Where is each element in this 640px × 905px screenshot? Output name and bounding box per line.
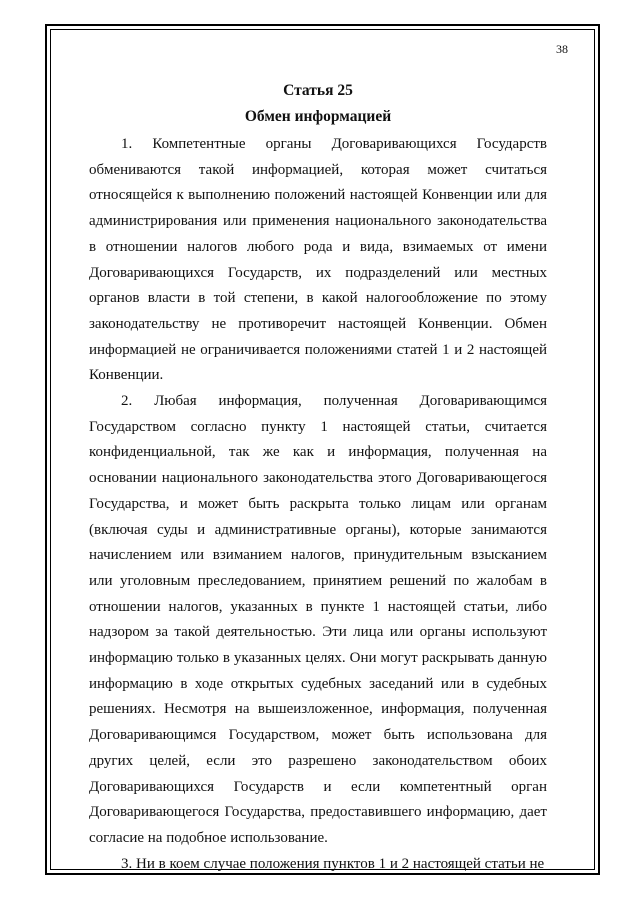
paragraph-1: 1. Компетентные органы Договаривающихся Государств обмениваются такой информацией, которая может считаться относящейся к выполнению положений настоящей Конвенции или для администрирования или применения национального законодательства в отношении налогов любого рода и вида, взимаемых от имени Договаривающихся Государств, их подразделений или местных органов власти в той степени, в какой налогообложение по этому законодательству не противоречит настоящей Конвенции. Обмен информацией не ограничивается положениями статей 1 и 2 настоящей Конвенции. xyxy=(89,136,547,384)
article-subtitle: Обмен информацией xyxy=(244,108,392,125)
paragraph-3: 3. Ни в коем случае положения пунктов 1 и 2 настоящей статьи не xyxy=(121,855,545,872)
document-body xyxy=(89,78,547,877)
paragraph-2: 2. Любая информация, полученная Договаривающимся Государством согласно пункту 1 настоящей статьи, считается конфиденциальной, так же как и информация, полученная на основании национального законодательства этого Договаривающегося Государства, и может быть раскрыта только лицам или органам (включая суды и административные органы), которые занимаются начислением или взиманием налогов, принудительным взысканием или уголовным преследованием, принятием решений по жалобам в отношении налогов, указанных в пункте 1 настоящей статьи, либо надзором за такой деятельностью. Эти лица или органы используют информацию только в указанных целях. Они могут раскрывать данную информацию в ходе открытых судебных заседаний или в судебных решениях. Несмотря на вышеизложенное, информация, полученная Договаривающимся Государством, может быть использована для других целей, если это разрешено законодательством обоих Договаривающихся Государств и если компетентный орган Договаривающегося Государства, предоставившего информацию, дает согласие на подобное использование. xyxy=(89,393,547,846)
page-frame xyxy=(50,29,595,870)
article-title: Статья 25 xyxy=(283,82,353,99)
page-number: 38 xyxy=(556,42,568,56)
